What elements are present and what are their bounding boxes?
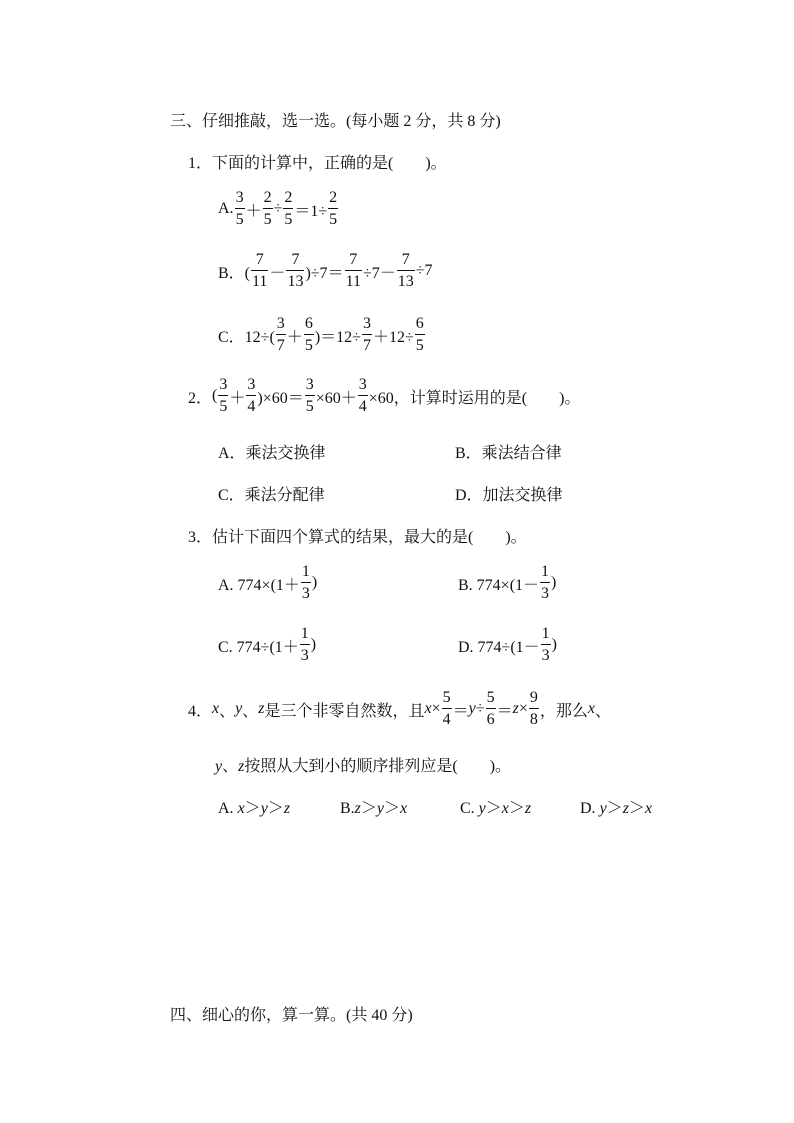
fraction: $\frac{7}{11}$	[345, 251, 361, 290]
q2-option-b: B．乘法结合律	[455, 445, 562, 462]
fraction: $\frac{1}{3}$	[301, 563, 310, 602]
fraction: $\frac{3}{7}$	[276, 315, 285, 354]
fraction: $\frac{1}{3}$	[541, 625, 550, 664]
fraction: $\frac{2}{5}$	[329, 189, 338, 228]
fraction: $\frac{5}{6}$	[486, 689, 495, 728]
fraction: $\frac{7}{11}$	[252, 251, 268, 290]
question-number: 1．	[188, 155, 213, 172]
fraction: $\frac{2}{5}$	[263, 189, 272, 228]
question-2: 2． ( $\frac{3}{5}$ ＋ $\frac{3}{4}$ )×60＝ $\frac{3}{5}$ ×60＋ $\frac{3}{4}$ ×60，计算时运用的是( )。	[188, 376, 581, 415]
fraction: $\frac{7}{13}$	[287, 251, 304, 290]
question-1	[188, 150, 447, 173]
q2-option-d: D．加法交换律	[455, 487, 563, 504]
fraction: $\frac{3}{5}$	[219, 376, 228, 415]
q4-option-a: A. x＞y＞z	[218, 800, 291, 817]
question-3	[188, 524, 527, 547]
q2-option-a: A．乘法交换律	[218, 445, 326, 462]
section-3-heading: 三、仔细推敲，选一选。(每小题 2 分，共 8 分)	[170, 113, 501, 130]
fraction: $\frac{3}{5}$	[305, 376, 314, 415]
fraction: $\frac{3}{4}$	[358, 376, 367, 415]
question-number: 3．	[188, 529, 213, 546]
q3-option-a: A. 774×(1＋ $\frac{1}{3}$ )	[218, 563, 318, 602]
question-4-continued: y、z按照从大到小的顺序排列应是( )。	[215, 758, 512, 775]
fraction: $\frac{1}{3}$	[541, 563, 550, 602]
q3-option-b: B. 774×(1－ $\frac{1}{3}$ )	[458, 563, 557, 602]
q1-option-c: C．12÷( $\frac{3}{7}$ ＋ $\frac{6}{5}$ )＝12÷ $\frac{3}{7}$ ＋12÷ $\frac{6}{5}$	[218, 315, 424, 354]
question-text: 下面的计算中，正确的是( )。	[212, 155, 447, 172]
question-number: 2．	[188, 389, 213, 407]
question-text: 估计下面四个算式的结果，最大的是( )。	[212, 529, 527, 546]
q4-option-b: B.z＞y＞x	[340, 800, 408, 817]
q2-option-c: C．乘法分配律	[218, 487, 325, 504]
section-4-heading: 四、细心的你，算一算。(共 40 分)	[170, 1007, 413, 1024]
q3-option-c: C. 774÷(1＋ $\frac{1}{3}$ )	[218, 625, 317, 664]
fraction: $\frac{3}{5}$	[235, 189, 244, 228]
fraction: $\frac{5}{4}$	[442, 689, 451, 728]
question-4: 4． x 、 y 、 z 是三个非零自然数，且 x × $\frac{5}{4}$ ＝ y ÷ $\frac{5}{6}$ ＝ z × $\frac{9}{8}$ ，那么 x 、	[188, 689, 611, 728]
fraction: $\frac{9}{8}$	[529, 689, 538, 728]
fraction: $\frac{6}{5}$	[304, 315, 313, 354]
question-number: 4．	[188, 702, 213, 720]
q1-option-a: A. $\frac{3}{5}$ ＋ $\frac{2}{5}$ ÷ $\frac{2}{5}$ ＝1÷ $\frac{2}{5}$	[218, 189, 338, 228]
fraction: $\frac{1}{3}$	[300, 625, 309, 664]
q3-option-d: D. 774÷(1－ $\frac{1}{3}$ )	[458, 625, 557, 664]
q4-option-d: D. y＞z＞x	[580, 800, 653, 817]
fraction: $\frac{2}{5}$	[284, 189, 293, 228]
q1-option-b: B．( $\frac{7}{11}$ － $\frac{7}{13}$ )÷7＝ $\frac{7}{11}$ ÷7－ $\frac{7}{13}$ ÷7	[218, 251, 433, 290]
fraction: $\frac{3}{4}$	[247, 376, 256, 415]
q4-option-c: C. y＞x＞z	[460, 800, 532, 817]
fraction: $\frac{3}{7}$	[362, 315, 371, 354]
fraction: $\frac{6}{5}$	[415, 315, 424, 354]
fraction: $\frac{7}{13}$	[397, 251, 414, 290]
